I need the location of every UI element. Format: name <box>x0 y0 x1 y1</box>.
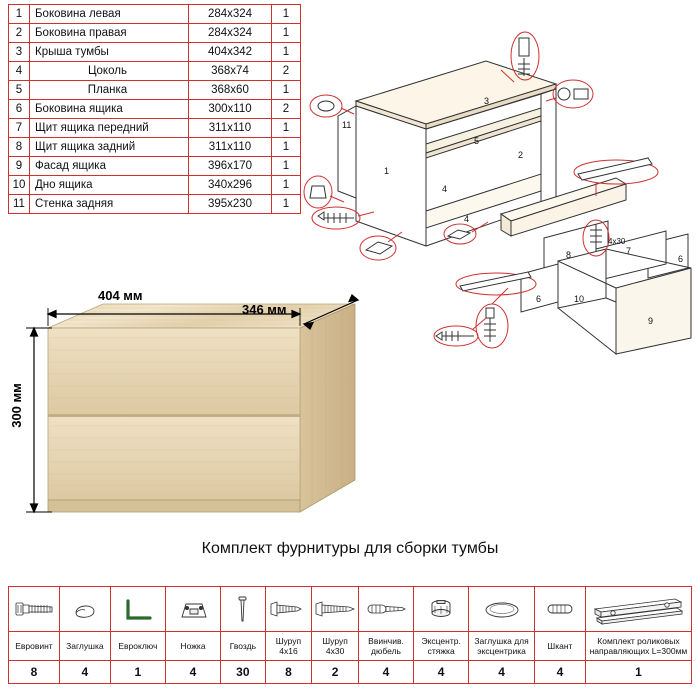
part-dimensions: 340х296 <box>189 176 272 195</box>
hardware-icon-cell <box>59 587 110 632</box>
nail-icon <box>228 591 258 627</box>
exploded-label-9: 9 <box>648 316 654 326</box>
table-row <box>9 119 301 138</box>
hardware-icon-cell <box>165 587 220 632</box>
part-name: Планка <box>30 81 189 100</box>
part-number: 6 <box>9 100 30 119</box>
hardware-icon-cell <box>585 587 691 632</box>
hardware-icons-row <box>9 587 692 632</box>
exploded-label-11: 11 <box>342 120 352 130</box>
hardware-label: Ввинчив. дюбель <box>358 632 413 661</box>
part-number: 9 <box>9 157 30 176</box>
exploded-label-4b: 4 <box>464 214 470 224</box>
hardware-icon-cell <box>358 587 413 632</box>
part-name: Стенка задняя <box>30 195 189 214</box>
dimension-width-label: 404 мм <box>98 288 143 303</box>
part-qty: 2 <box>272 100 301 119</box>
part-dimensions: 404х342 <box>189 43 272 62</box>
parts-table <box>8 4 301 214</box>
hardware-count: 2 <box>312 661 359 684</box>
hardware-count: 4 <box>469 661 535 684</box>
part-name: Боковина правая <box>30 24 189 43</box>
hardware-label: Шуруп 4х16 <box>265 632 312 661</box>
table-row <box>9 62 301 81</box>
cam-lock-icon <box>421 591 461 627</box>
exploded-label-8: 8 <box>566 250 572 260</box>
table-row <box>9 100 301 119</box>
hardware-count: 4 <box>165 661 220 684</box>
part-number: 8 <box>9 138 30 157</box>
part-name: Щит ящика задний <box>30 138 189 157</box>
table-row <box>9 138 301 157</box>
exploded-label-1: 1 <box>384 166 390 176</box>
part-qty: 1 <box>272 176 301 195</box>
hardware-icon-cell <box>469 587 535 632</box>
exploded-label-2: 2 <box>518 150 524 160</box>
part-name: Боковина ящика <box>30 100 189 119</box>
table-row <box>9 5 301 24</box>
hardware-label: Комплект роликовых направляющих L=300мм <box>585 632 691 661</box>
part-number: 3 <box>9 43 30 62</box>
hardware-label: Гвоздь <box>221 632 266 661</box>
hardware-label: Заглушка для эксцентрика <box>469 632 535 661</box>
part-name: Щит ящика передний <box>30 119 189 138</box>
part-number: 2 <box>9 24 30 43</box>
part-qty: 1 <box>272 24 301 43</box>
table-row <box>9 157 301 176</box>
hardware-count: 4 <box>414 661 469 684</box>
hardware-labels-row <box>9 632 692 661</box>
screw-4x16-icon <box>267 591 309 627</box>
hardware-icon-cell <box>265 587 312 632</box>
hardware-count: 4 <box>59 661 110 684</box>
part-name: Фасад ящика <box>30 157 189 176</box>
table-row <box>9 195 301 214</box>
part-number: 1 <box>9 5 30 24</box>
part-dimensions: 284х324 <box>189 24 272 43</box>
exploded-label-10: 10 <box>574 294 585 304</box>
part-name: Крыша тумбы <box>30 43 189 62</box>
hardware-table <box>8 586 692 684</box>
exploded-label-6a: 6 <box>536 294 542 304</box>
part-qty: 1 <box>272 81 301 100</box>
part-dimensions: 284х324 <box>189 5 272 24</box>
product-photo-svg <box>0 268 380 548</box>
hardware-label: Заглушка <box>59 632 110 661</box>
hardware-icon-cell <box>221 587 266 632</box>
exploded-label-screw-note: 4х30 <box>608 237 626 246</box>
exploded-label-4a: 4 <box>442 184 448 194</box>
part-dimensions: 311х110 <box>189 119 272 138</box>
hardware-count: 30 <box>221 661 266 684</box>
hex-key-icon <box>116 591 160 627</box>
part-dimensions: 395х230 <box>189 195 272 214</box>
part-qty: 1 <box>272 195 301 214</box>
hardware-label: Шуруп 4х30 <box>312 632 359 661</box>
hardware-icon-cell <box>414 587 469 632</box>
part-dimensions: 300х110 <box>189 100 272 119</box>
table-row <box>9 24 301 43</box>
table-row <box>9 176 301 195</box>
dowel-icon <box>539 591 581 627</box>
exploded-label-6b: 6 <box>678 254 684 264</box>
hardware-count: 4 <box>534 661 585 684</box>
hardware-count: 1 <box>110 661 165 684</box>
part-number: 5 <box>9 81 30 100</box>
dimension-height-label: 300 мм <box>8 383 24 428</box>
hardware-table-body <box>9 587 692 684</box>
exploded-label-3: 3 <box>484 96 490 106</box>
part-qty: 1 <box>272 5 301 24</box>
hardware-count: 4 <box>358 661 413 684</box>
part-dimensions: 396х170 <box>189 157 272 176</box>
hardware-count: 8 <box>9 661 60 684</box>
cam-cover-icon <box>477 591 527 627</box>
part-qty: 1 <box>272 138 301 157</box>
part-number: 10 <box>9 176 30 195</box>
hardware-label: Евровинт <box>9 632 60 661</box>
part-number: 7 <box>9 119 30 138</box>
table-row <box>9 81 301 100</box>
parts-table-body <box>9 5 301 214</box>
product-dimension-illustration <box>0 268 380 548</box>
part-qty: 1 <box>272 43 301 62</box>
hardware-label: Эксцентр. стяжка <box>414 632 469 661</box>
hardware-count: 1 <box>585 661 691 684</box>
part-qty: 1 <box>272 157 301 176</box>
part-dimensions: 311х110 <box>189 138 272 157</box>
hardware-icon-cell <box>9 587 60 632</box>
exploded-label-7: 7 <box>626 246 632 256</box>
euro-screw-icon <box>12 591 56 627</box>
slide-rails-icon <box>589 591 687 627</box>
foot-icon <box>170 591 216 627</box>
hardware-label: Ножка <box>165 632 220 661</box>
hardware-icon-cell <box>534 587 585 632</box>
screw-4x30-icon <box>313 591 357 627</box>
hardware-label: Евроключ <box>110 632 165 661</box>
hardware-section-title: Комплект фурнитуры для сборки тумбы <box>201 540 499 557</box>
part-dimensions: 368х60 <box>189 81 272 100</box>
table-row <box>9 43 301 62</box>
part-qty: 1 <box>272 119 301 138</box>
exploded-label-5: 5 <box>474 136 480 146</box>
part-qty: 2 <box>272 62 301 81</box>
cap-icon <box>67 591 103 627</box>
part-name: Цоколь <box>30 62 189 81</box>
hardware-icon-cell <box>110 587 165 632</box>
part-dimensions: 368х74 <box>189 62 272 81</box>
hardware-count: 8 <box>265 661 312 684</box>
part-number: 11 <box>9 195 30 214</box>
part-name: Дно ящика <box>30 176 189 195</box>
screw-in-dowel-icon <box>362 591 410 627</box>
hardware-counts-row <box>9 661 692 684</box>
hardware-label: Шкант <box>534 632 585 661</box>
part-number: 4 <box>9 62 30 81</box>
hardware-icon-cell <box>312 587 359 632</box>
part-name: Боковина левая <box>30 5 189 24</box>
dimension-depth-label: 346 мм <box>242 302 287 317</box>
